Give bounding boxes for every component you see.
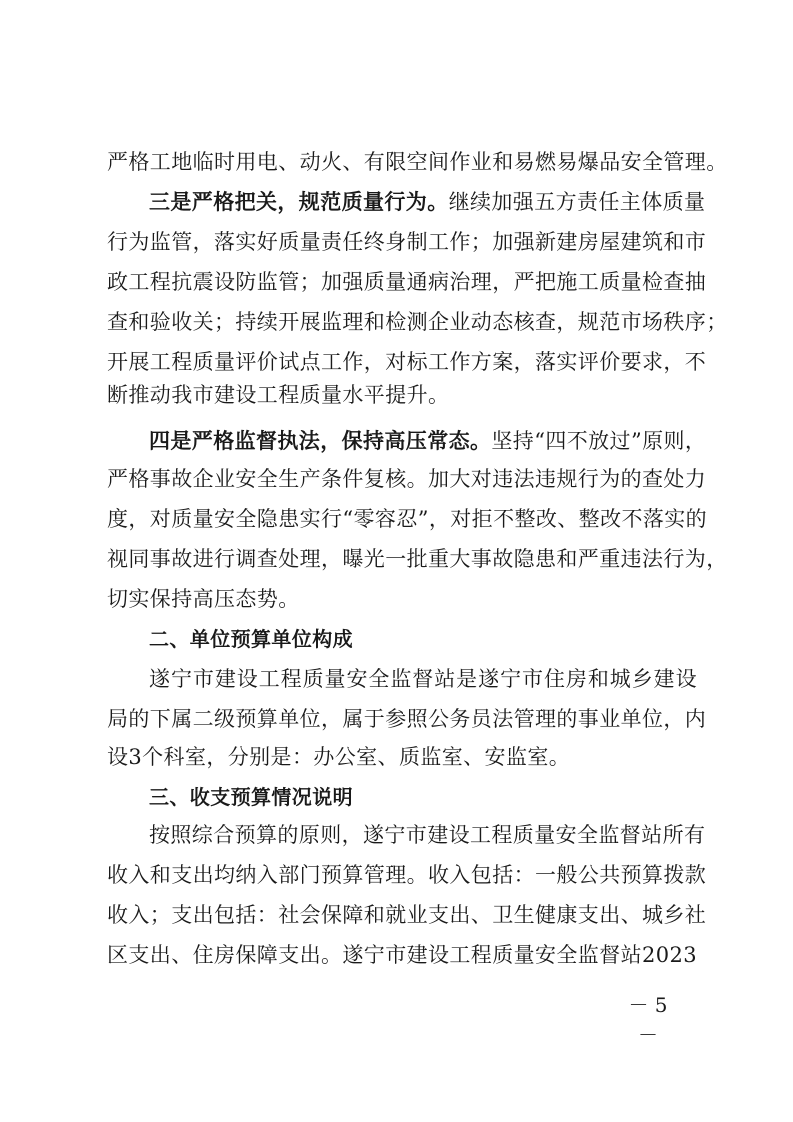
line-text: 收入；支出包括：社会保障和就业支出、卫生健康支出、城乡社	[107, 903, 707, 927]
line-text: 切实保持高压态势。	[107, 587, 300, 611]
paragraph-line	[107, 542, 728, 576]
paragraph-line	[107, 938, 697, 972]
line-text: 遂宁市建设工程质量安全监督站是遂宁市住房和城乡建设	[149, 667, 697, 691]
paragraph-line	[149, 818, 706, 852]
line-text: 严格工地临时用电、动火、有限空间作业和易燃易爆品安全管理。	[107, 150, 728, 174]
paragraph-line	[107, 305, 728, 339]
paragraph-line	[149, 424, 707, 458]
line-text: 收入和支出均纳入部门预算管理。收入包括：一般公共预算拨款	[107, 863, 707, 887]
line-text: 严格事故企业安全生产条件复核。加大对违法违规行为的查处力	[107, 467, 707, 491]
line-text: 开展工程质量评价试点工作，对标工作方案，落实评价要求，不	[107, 350, 707, 374]
paragraph-line	[107, 740, 697, 774]
line-text: 继续加强五方责任主体质量	[448, 190, 706, 214]
paragraph-line	[107, 145, 728, 179]
paragraph-line	[107, 582, 697, 616]
paragraph-line	[107, 225, 707, 259]
line-text: 区支出、住房保障支出。遂宁市建设工程质量安全监督站2023	[107, 943, 698, 967]
line-text: 政工程抗震设防监管；加强质量通病治理，严把施工质量检查抽	[107, 270, 707, 294]
line-text: 断推动我市建设工程质量水平提升。	[107, 383, 450, 407]
paragraph-line	[107, 702, 707, 736]
section-heading: 三、收支预算情况说明	[149, 785, 353, 809]
line-text: 度，对质量安全隐患实行“零容忍”，对拒不整改、整改不落实的	[107, 507, 708, 531]
paragraph-line	[107, 378, 697, 412]
paragraph-line	[107, 502, 708, 536]
line-text: 按照综合预算的原则，遂宁市建设工程质量安全监督站所有	[149, 823, 706, 847]
paragraph-line	[107, 265, 707, 299]
paragraph-line	[107, 858, 707, 892]
line-text: 坚持“四不放过”原则，	[491, 429, 707, 453]
paragraph-line	[107, 898, 707, 932]
line-text: 设3个科室，分别是：办公室、质监室、安监室。	[107, 745, 571, 769]
paragraph-line	[107, 462, 707, 496]
paragraph-line	[149, 185, 706, 219]
paragraph-line	[149, 662, 697, 696]
line-text: 行为监管，落实好质量责任终身制工作；加强新建房屋建筑和市	[107, 230, 707, 254]
paragraph-line	[107, 345, 707, 379]
line-text: 局的下属二级预算单位，属于参照公务员法管理的事业单位，内	[107, 707, 707, 731]
lead-sentence: 四是严格监督执法，保持高压常态。	[149, 428, 492, 453]
page-number: － 5 －	[628, 993, 668, 1047]
line-text: 视同事故进行调查处理，曝光一批重大事故隐患和严重违法行为，	[107, 547, 728, 571]
line-text: 查和验收关；持续开展监理和检测企业动态核查，规范市场秩序；	[107, 310, 728, 334]
section-heading: 二、单位预算单位构成	[149, 627, 353, 651]
lead-sentence: 三是严格把关，规范质量行为。	[149, 189, 449, 214]
